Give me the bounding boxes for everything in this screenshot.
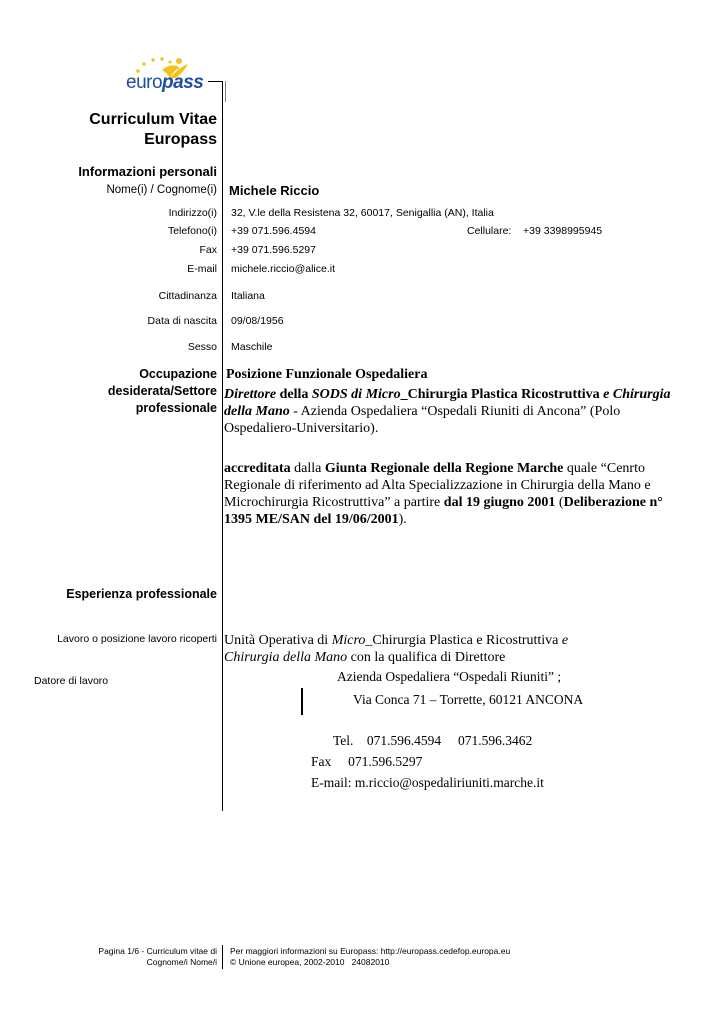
birth-date-label: Data di nascita — [147, 315, 217, 327]
name-label: Nome(i) / Cognome(i) — [106, 184, 217, 196]
phone-label: Telefono(i) — [167, 225, 217, 237]
email-value: michele.riccio@alice.it — [231, 263, 336, 275]
europass-logo — [122, 50, 226, 102]
citizenship-value: Italiana — [231, 290, 265, 302]
acc-line3b: dal 19 giugno 2001 — [443, 495, 556, 510]
cv-title-line1: Curriculum Vitae — [89, 111, 217, 128]
citizenship-label: Cittadinanza — [158, 290, 217, 302]
occupation-label-1: Occupazione — [139, 367, 217, 381]
occ-line3: Ospedaliero-Universitario). — [224, 421, 379, 436]
acc-line2: Regionale di riferimento ad Alta Specializzazione in Chirurgia della Mano e — [224, 478, 651, 493]
footer-left-2: Cognome/i Nome/i — [146, 957, 217, 967]
logo-text-euro: euro — [126, 72, 163, 93]
job-c: _Chirurgia Plastica e Ricostruttiva — [365, 633, 562, 648]
acc-accreditata: accreditata — [224, 461, 291, 476]
mobile-value: +39 3398995945 — [523, 225, 603, 237]
footer-right-1: Per maggiori informazioni su Europass: http://europass.cedefop.europa.eu — [230, 946, 511, 956]
employer-email: E-mail: m.riccio@ospedaliriuniti.marche.it — [311, 775, 544, 790]
phone-value: +39 071.596.4594 — [231, 225, 316, 237]
occ-e-chir: e Chirurgia — [599, 387, 671, 402]
section-personal-info: Informazioni personali — [78, 164, 217, 179]
section-experience: Esperienza professionale — [66, 587, 217, 601]
job-f: con la qualifica di Direttore — [347, 650, 506, 665]
job-description — [224, 632, 694, 666]
job-e: Chirurgia della Mano — [224, 650, 348, 665]
column-divider — [222, 81, 223, 811]
occ-chir: _Chirurgia Plastica Ricostruttiva — [400, 387, 600, 402]
occupation-description — [224, 386, 694, 437]
acc-dalla: dalla — [290, 461, 325, 476]
address-value: 32, V.le della Resistena 32, 60017, Senigallia (AN), Italia — [231, 207, 494, 219]
sex-value: Maschile — [231, 341, 273, 353]
acc-giunta: Giunta Regionale della Regione Marche — [324, 461, 564, 476]
address-label: Indirizzo(i) — [168, 207, 217, 219]
acc-line3a: Microchirurgia Ricostruttiva” a partire — [224, 495, 444, 510]
job-label: Lavoro o posizione lavoro ricoperti — [57, 633, 217, 645]
acc-line3d: Deliberazione n° — [563, 495, 663, 510]
footer-right-2: © Unione europea, 2002-2010 24082010 — [230, 957, 390, 967]
job-d: e — [561, 633, 569, 648]
fax-value: +39 071.596.5297 — [231, 244, 316, 256]
occupation-label-2: desiderata/Settore — [107, 384, 217, 398]
job-a: Unità Operativa di — [224, 633, 332, 648]
employer-name: Azienda Ospedaliera “Ospedali Riuniti” ; — [337, 669, 562, 684]
fax-label: Fax — [199, 244, 217, 256]
footer-divider — [222, 945, 223, 969]
occupation-title: Posizione Funzionale Ospedaliera — [226, 367, 428, 382]
acc-quale: quale “Cenrto — [563, 461, 645, 476]
birth-date-value: 09/08/1956 — [231, 315, 284, 327]
occ-della: della — [276, 387, 312, 402]
occupation-label-3: professionale — [135, 401, 217, 415]
acc-line4b: ). — [398, 512, 407, 527]
cv-title-line2: Europass — [144, 131, 217, 148]
sex-label: Sesso — [187, 341, 217, 353]
logo-text-pass: pass — [162, 72, 204, 93]
acc-line4a: 1395 ME/SAN del 19/06/2001 — [224, 512, 399, 527]
employer-fax: Fax 071.596.5297 — [311, 754, 423, 769]
accreditation-text — [224, 460, 694, 528]
employer-label: Datore di lavoro — [34, 675, 109, 687]
employer-address: Via Conca 71 – Torrette, 60121 ANCONA — [353, 692, 584, 707]
logo-rule — [208, 81, 223, 82]
mobile-label: Cellulare: — [467, 225, 512, 237]
footer-left-1: Pagina 1/6 - Curriculum vitae di — [98, 946, 217, 956]
occ-mano: della Mano — [224, 404, 290, 419]
occ-sods: SODS di Micro — [311, 387, 401, 402]
email-label: E-mail — [187, 263, 217, 275]
job-b: Micro — [331, 633, 366, 648]
acc-line3c: ( — [555, 495, 564, 510]
employer-tel: Tel. 071.596.4594 071.596.3462 — [333, 733, 533, 748]
occ-rest: - Azienda Ospedaliera “Ospedali Riuniti di Ancona” (Polo — [289, 404, 621, 419]
person-name: Michele Riccio — [229, 183, 320, 198]
occ-direttore: Direttore — [224, 387, 277, 402]
text-cursor-bar — [301, 688, 303, 715]
